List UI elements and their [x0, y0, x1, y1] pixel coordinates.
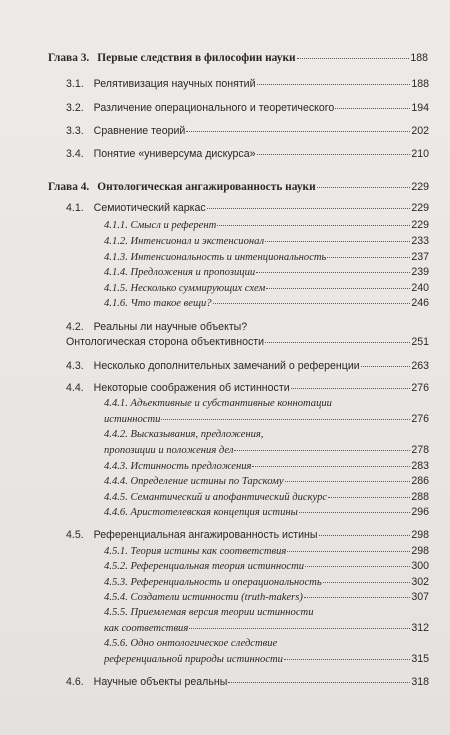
page-number: 239 [411, 266, 429, 278]
leader-dots [304, 597, 410, 598]
page-number: 298 [411, 529, 429, 541]
leader-dots [291, 388, 411, 389]
leader-dots [265, 342, 410, 343]
subsection-title-continued: как соответствия [104, 623, 189, 634]
section-number: 4.6. [66, 676, 84, 688]
section-number: 4.1. [66, 202, 84, 214]
page-number: 276 [411, 413, 429, 425]
section-number: 3.3. [66, 125, 84, 137]
leader-dots [285, 481, 411, 482]
toc-subentry-4-4-4 [104, 474, 429, 489]
leader-dots [207, 208, 411, 209]
toc-subentry-4-1-1 [104, 218, 429, 233]
toc-entry-4-1 [66, 201, 429, 215]
page-number: 229 [411, 202, 429, 214]
subsection-title: 4.4.3. Истинность предложения [104, 461, 252, 472]
subsection-title: 4.5.1. Теория истины как соответствия [104, 546, 287, 557]
toc-subentry-4-5-4 [104, 590, 429, 605]
section-title-continued: Онтологическая сторона объективности [66, 336, 265, 348]
page-number: 251 [411, 336, 429, 348]
page-number: 302 [411, 576, 429, 588]
section-title: Сравнение теорий [93, 125, 186, 137]
section-title: Различение операционального и теоретического [93, 102, 335, 114]
leader-dots [323, 582, 411, 583]
chapter-label: Глава 3. [48, 52, 90, 64]
leader-dots [161, 419, 410, 420]
toc-entry-3-4 [66, 147, 429, 161]
section-number: 3.4. [66, 148, 84, 160]
leader-dots [257, 154, 411, 155]
page-number: 283 [411, 460, 429, 472]
section-number: 3.2. [66, 102, 84, 114]
leader-dots [317, 187, 411, 188]
toc-subentry-4-5-2 [104, 559, 429, 574]
toc-subentry-4-4-1-line1: 4.4.1. Адъективные и субстантивные коннотации [104, 398, 332, 409]
page-number: 298 [411, 545, 429, 557]
toc-subentry-4-4-2-line1: 4.4.2. Высказывания, предложения, [104, 429, 264, 440]
page-number: 318 [411, 676, 429, 688]
toc-subentry-4-5-6-line1: 4.5.6. Одно онтологическое следствие [104, 638, 278, 649]
toc-entry-4-4 [66, 381, 429, 395]
leader-dots [299, 512, 411, 513]
toc-entry-3-2 [66, 101, 429, 115]
leader-dots [335, 108, 410, 109]
page-number: 202 [411, 125, 429, 137]
subsection-title: 4.4.5. Семантический и апофантический дискурс [104, 492, 328, 503]
section-title: Релятивизация научных понятий [93, 78, 256, 90]
section-number: 3.1. [66, 78, 84, 90]
leader-dots [266, 288, 410, 289]
section-title: Референциальная ангажированность истины [93, 529, 318, 541]
toc-entry-4-5 [66, 528, 429, 542]
subsection-title: 4.5.4. Создатели истинности (truth-makers) [104, 592, 303, 603]
subsection-title: 4.1.4. Предложения и пропозиции [104, 267, 256, 278]
page-number: 188 [410, 52, 428, 64]
toc-entry-4-3 [66, 359, 429, 373]
page-number: 240 [411, 282, 429, 294]
leader-dots [228, 682, 410, 683]
leader-dots [328, 497, 410, 498]
toc-entry-4-2 [66, 335, 429, 349]
subsection-title: 4.1.1. Смысл и референт [104, 220, 217, 231]
leader-dots [327, 257, 410, 258]
toc-subentry-4-5-1 [104, 544, 429, 559]
subsection-title: 4.1.3. Интенсиональность и интенциональность [104, 252, 327, 263]
leader-dots [265, 241, 410, 242]
toc-subentry-4-5-3 [104, 575, 429, 590]
page-number: 233 [411, 235, 429, 247]
section-number: 4.4. [66, 382, 84, 394]
page-number: 307 [411, 591, 429, 603]
page-number: 210 [411, 148, 429, 160]
toc-entry-4-2-line1 [66, 320, 247, 334]
chapter-title: Онтологическая ангажированность науки [97, 181, 316, 193]
toc-subentry-4-5-6 [104, 652, 429, 667]
subsection-title: 4.4.6. Аристотелевская концепция истины [104, 507, 298, 518]
subsection-title: 4.1.5. Несколько суммирующих схем [104, 283, 266, 294]
toc-subentry-4-4-1 [104, 412, 429, 427]
toc-subentry-4-4-5 [104, 490, 429, 505]
subsection-title: 4.1.2. Интенсионал и экстенсионал [104, 236, 265, 247]
leader-dots [213, 303, 411, 304]
page-number: 246 [411, 297, 429, 309]
section-number: 4.2. [66, 321, 84, 333]
toc-subentry-4-4-2 [104, 443, 429, 458]
leader-dots [297, 58, 410, 59]
leader-dots [217, 225, 410, 226]
leader-dots [189, 628, 410, 629]
toc-subentry-4-1-3 [104, 250, 429, 265]
section-title: Понятие «универсума дискурса» [93, 148, 256, 160]
page-number: 263 [411, 360, 429, 372]
toc-subentry-4-4-3 [104, 459, 429, 474]
subsection-title-continued: референциальной природы истинности [104, 654, 283, 665]
leader-dots [361, 366, 411, 367]
section-title: Некоторые соображения об истинности [93, 382, 290, 394]
page-number: 229 [411, 181, 429, 193]
chapter-label: Глава 4. [48, 181, 90, 193]
page-number: 312 [411, 622, 429, 634]
page-number: 300 [411, 560, 429, 572]
page-number: 315 [411, 653, 429, 665]
section-title: Семиотический каркас [93, 202, 206, 214]
subsection-title: 4.1.6. Что такое вещи? [104, 298, 212, 309]
leader-dots [287, 551, 410, 552]
toc-entry-3-1 [66, 77, 429, 91]
section-title: Несколько дополнительных замечаний о референции [93, 360, 360, 372]
chapter-title: Первые следствия в философии науки [97, 52, 296, 64]
leader-dots [256, 272, 410, 273]
page-number: 296 [411, 506, 429, 518]
toc-subentry-4-1-6 [104, 296, 429, 311]
page-number: 188 [411, 78, 429, 90]
subsection-title-continued: пропозиции и положения дел [104, 445, 234, 456]
page-number: 286 [411, 475, 429, 487]
section-number: 4.3. [66, 360, 84, 372]
toc-subentry-4-4-6 [104, 505, 429, 520]
toc-chapter-4 [48, 180, 429, 194]
page-number: 229 [411, 219, 429, 231]
toc-entry-4-6 [66, 675, 429, 689]
leader-dots [319, 535, 411, 536]
subsection-title: 4.4.4. Определение истины по Тарскому [104, 476, 284, 487]
section-title: Научные объекты реальны [93, 676, 228, 688]
page-number: 278 [411, 444, 429, 456]
toc-subentry-4-5-5 [104, 621, 429, 636]
section-title: Реальны ли научные объекты? [93, 321, 248, 333]
page-number: 288 [411, 491, 429, 503]
page-number: 276 [411, 382, 429, 394]
page-number: 194 [411, 102, 429, 114]
page-number: 237 [411, 251, 429, 263]
toc-subentry-4-1-4 [104, 265, 429, 280]
leader-dots [186, 131, 410, 132]
subsection-title: 4.5.3. Референциальность и операциональность [104, 577, 322, 588]
subsection-title: 4.5.2. Референциальная теория истинности [104, 561, 305, 572]
toc-entry-3-3 [66, 124, 429, 138]
leader-dots [305, 566, 410, 567]
leader-dots [252, 466, 410, 467]
toc-subentry-4-5-5-line1: 4.5.5. Приемлемая версия теории истинности [104, 607, 314, 618]
subsection-title-continued: истинности [104, 414, 161, 425]
leader-dots [284, 659, 410, 660]
leader-dots [257, 84, 411, 85]
leader-dots [234, 450, 410, 451]
toc-subentry-4-1-5 [104, 281, 429, 296]
toc-subentry-4-1-2 [104, 234, 429, 249]
toc-chapter-3 [48, 51, 428, 65]
section-number: 4.5. [66, 529, 84, 541]
